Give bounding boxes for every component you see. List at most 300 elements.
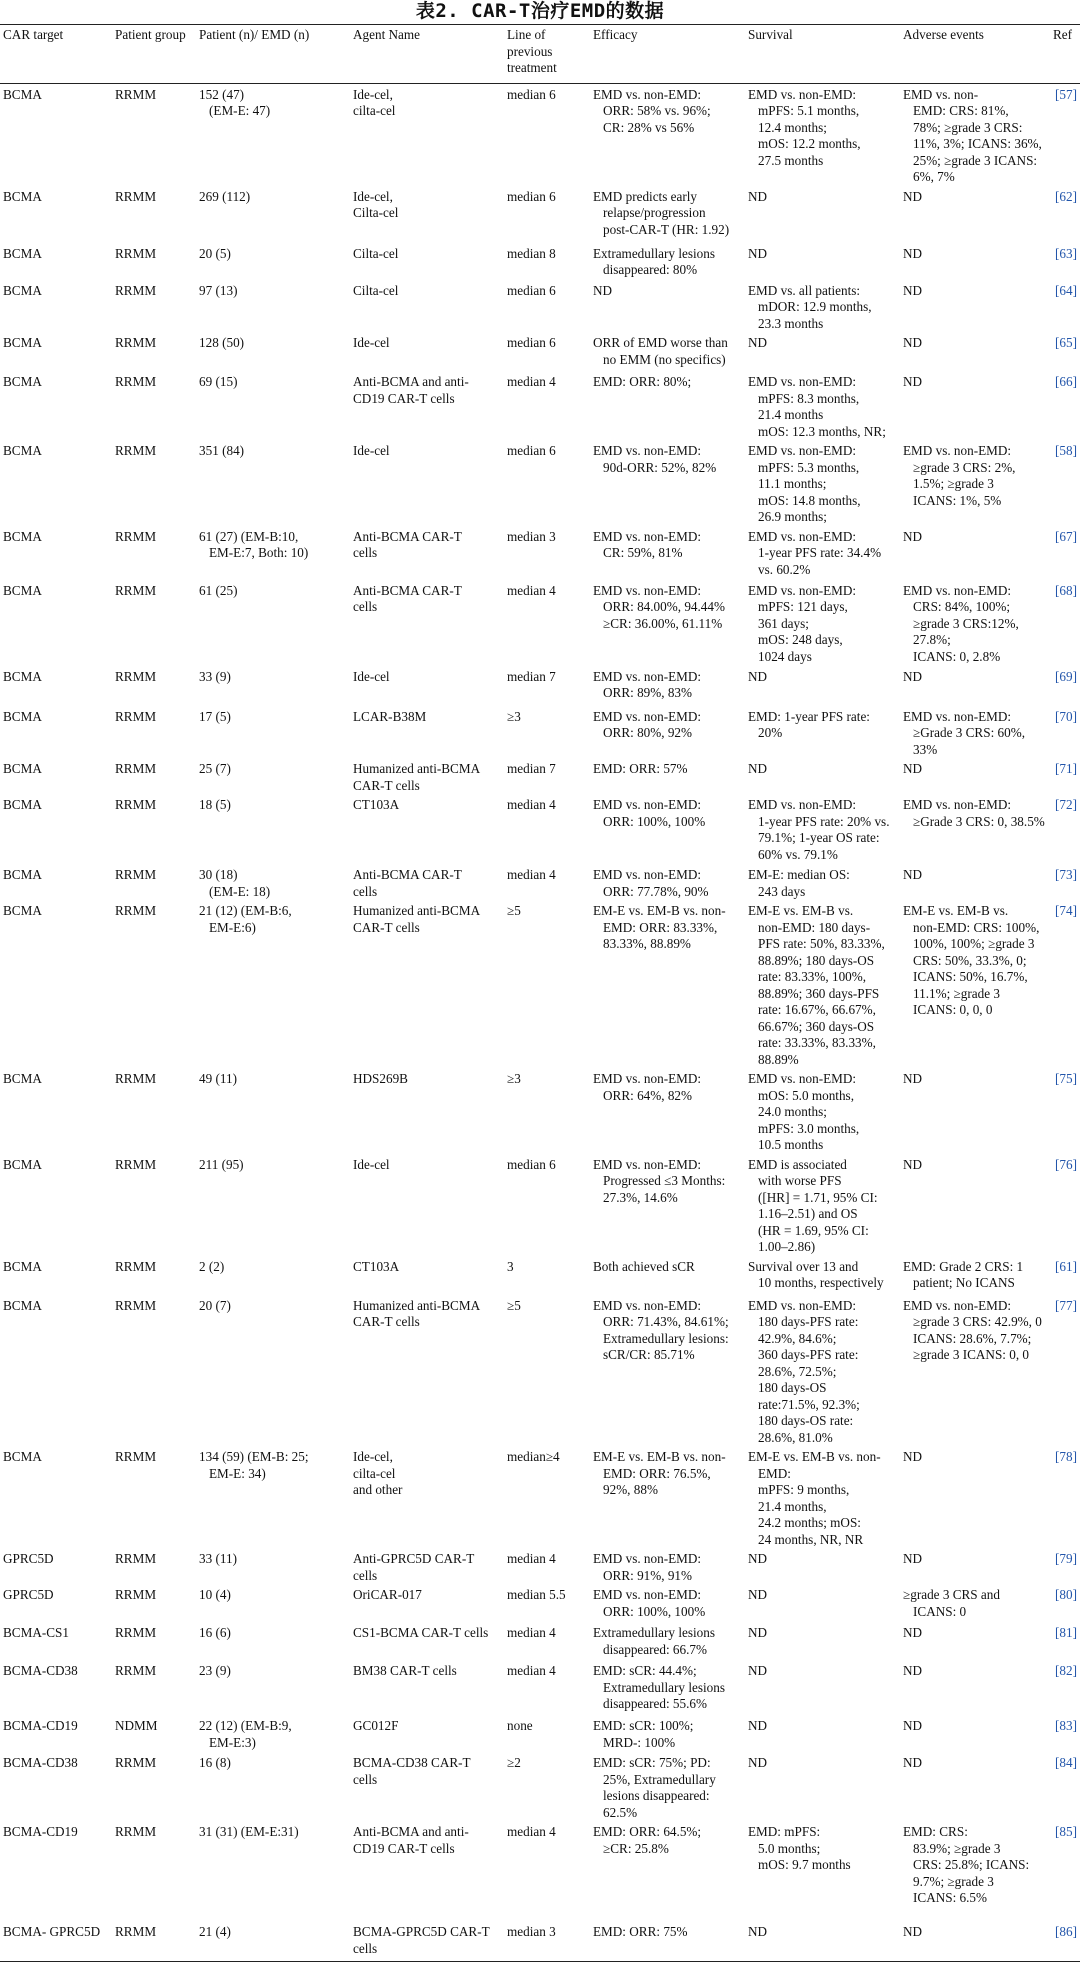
table-row [0,83,1080,186]
table-row [0,1295,1080,1447]
cell-text: Progressed ≤3 Months: [603,1173,726,1188]
cell-group [112,243,196,280]
cell-text: PFS rate: 50%, 83.33%, [758,936,885,951]
cell-patients [196,580,350,666]
cell-text: non-EMD: CRS: 100%, [913,919,1040,935]
cell-group [112,1821,196,1921]
cell-text: CD19 CAR-T cells [353,1840,455,1856]
cell-efficacy [590,186,745,243]
cell-agent [350,1622,504,1660]
cell-text: mPFS: 9 months, [758,1482,850,1497]
cell-text: ND [903,374,923,389]
cell-text: 78%; ≥grade 3 CRS: [913,119,1023,135]
column-header-target [0,25,112,84]
cell-target [0,332,112,371]
table-row [0,186,1080,243]
cell-text: (HR = 1.69, 95% CI: [758,1222,869,1238]
cell-text: mDOR: 12.9 months, [758,299,872,314]
cell-text: 25 (7) [199,761,231,776]
cell-text: rate:71.5%, 92.3%; [758,1396,860,1412]
cell-group [112,83,196,186]
column-header-text: previous [507,43,553,59]
cell-line [504,1660,590,1715]
table-row [0,580,1080,666]
cell-adverse [900,758,1050,794]
cell-text: 21 (4) [199,1924,231,1939]
cell-patients [196,186,350,243]
cell-text: RRMM [115,1297,157,1313]
cell-text: ND [748,761,768,776]
cell-text: GPRC5D [3,1551,54,1566]
cell-target [0,1752,112,1821]
cell-text: 269 (112) [199,188,251,204]
cell-text: ND [748,1551,768,1566]
cell-agent [350,1752,504,1821]
cell-text: 49 (11) [199,1071,237,1086]
cell-text: ≥Grade 3 CRS: 60%, [913,725,1025,740]
cell-text: 10 months, respectively [758,1275,884,1290]
cell-text: disappeared: 55.6% [603,1696,707,1711]
cell-text: 24.0 months; [758,1104,827,1119]
cell-text: Ide-cel, [353,86,393,102]
cell-survival [745,1584,900,1622]
cell-efficacy [590,666,745,706]
cell-line [504,1622,590,1660]
cell-text: [75] [1055,1071,1077,1086]
cell-text: ≥Grade 3 CRS: 0, 38.5% [913,813,1045,829]
cell-text: RRMM [115,1156,157,1172]
cell-patients [196,440,350,526]
cell-group [112,1921,196,1962]
table-row [0,794,1080,864]
cell-text: RRMM [115,1071,157,1086]
cell-text: ORR: 58% vs. 96%; [603,103,711,118]
cell-text: median 4 [507,1663,556,1678]
cell-text: Extramedullary lesions [593,1625,715,1640]
cell-agent [350,758,504,794]
column-header-text: Patient group [115,27,186,42]
cell-text: 90d-ORR: 52%, 82% [603,459,717,475]
cell-agent [350,526,504,580]
cell-text: 42.9%, 84.6%; [758,1330,837,1346]
cell-text: 27.3%, 14.6% [603,1189,678,1205]
cell-agent [350,332,504,371]
cell-survival [745,1446,900,1548]
cell-group [112,1715,196,1752]
cell-text: 21.4 months [758,407,824,422]
cell-group [112,666,196,706]
cell-text: RRMM [115,245,157,261]
cell-text: EMD vs. non-EMD: [903,582,1012,598]
cell-text: median 3 [507,528,556,544]
cell-text: EM-E vs. EM-B vs. non- [748,1449,881,1464]
cell-text: ND [903,282,923,298]
cell-text: ICANS: 0, 0, 0 [913,1002,993,1017]
cell-text: Humanized anti-BCMA [353,903,481,918]
cell-adverse [900,1821,1050,1921]
cell-agent [350,1446,504,1548]
cell-text: patient; No ICANS [913,1275,1015,1290]
cell-text: 9.7%; ≥grade 3 [913,1873,994,1889]
cell-text: Survival over 13 and [748,1258,859,1274]
cell-agent [350,1295,504,1447]
cell-line [504,440,590,526]
cell-adverse [900,580,1050,666]
cell-survival [745,1256,900,1295]
cell-target [0,580,112,666]
cell-text: 1-year PFS rate: 34.4% [758,545,882,560]
cell-text: CT103A [353,797,400,812]
cell-text: CAR-T cells [353,777,420,793]
cell-text: Ide-cel [353,668,390,684]
cell-text: EMD vs. non-EMD: [593,1297,702,1313]
cell-agent [350,280,504,333]
cell-text: BCMA [3,245,42,261]
cell-text: RRMM [115,1663,157,1678]
cell-efficacy [590,1622,745,1660]
column-header-patients [196,25,350,84]
cell-text: BCMA-CD38 CAR-T [353,1755,471,1770]
column-header-text: Ref [1053,27,1073,42]
cell-agent [350,1660,504,1715]
cell-text: [77] [1055,1297,1077,1313]
cell-target [0,666,112,706]
cell-text: RRMM [115,374,157,389]
cell-text: 3 [507,1258,514,1274]
table-row [0,526,1080,580]
cell-adverse [900,280,1050,333]
cell-text: Extramedullary lesions [603,1679,725,1695]
cell-text: ICANS: 1%, 5% [913,492,1002,508]
cell-line [504,900,590,1068]
cell-text: ICANS: 0, 2.8% [913,648,1001,664]
cell-group [112,186,196,243]
cell-text: BCMA [3,1156,42,1172]
cell-survival [745,243,900,280]
cell-line [504,332,590,371]
cell-text: 243 days [758,883,806,899]
cell-text: 351 (84) [199,443,245,458]
cell-text: ND [903,1663,923,1678]
cell-agent [350,83,504,186]
cell-target [0,1446,112,1548]
cell-text: disappeared: 80% [603,262,698,277]
cell-text: BCMA [3,1258,42,1274]
cell-text: ND [748,1755,768,1770]
cell-text: EMD: ORR: 80%; [593,374,692,389]
cell-text: EMD vs. non-EMD: [593,668,702,684]
cell-text: [80] [1055,1587,1077,1602]
cell-target [0,371,112,440]
cell-text: median 6 [507,282,556,298]
cell-survival [745,864,900,900]
cell-text: 16 (8) [199,1755,231,1770]
cell-text: EMD vs. non-EMD: [593,1551,702,1566]
cell-text: Humanized anti-BCMA [353,761,481,776]
cell-text: disappeared: 66.7% [603,1641,707,1657]
cell-text: median≥4 [507,1449,560,1464]
cell-target [0,1660,112,1715]
cell-text: ORR: 89%, 83% [603,685,693,700]
cell-text: ND [748,188,768,204]
cell-text: 88.89% [758,1051,799,1067]
cell-text: rate: 33.33%, 83.33%, [758,1035,876,1050]
cell-text: EMD vs. non-EMD: [903,797,1012,812]
cell-text: EMD: [758,1465,791,1481]
cell-text: Extramedullary lesions: [603,1330,729,1346]
cell-text: Ide-cel, [353,188,393,204]
cell-group [112,1256,196,1295]
cell-text: cells [353,1771,378,1787]
cell-ref [1050,186,1080,243]
cell-text: median 7 [507,668,556,684]
cell-line [504,1295,590,1447]
cell-text: ≥CR: 36.00%, 61.11% [603,615,723,631]
cell-target [0,1715,112,1752]
cell-efficacy [590,1660,745,1715]
cell-line [504,864,590,900]
cell-group [112,1548,196,1584]
cell-patients [196,1752,350,1821]
cell-text: cells [353,883,378,899]
cell-text: 33 (11) [199,1551,237,1566]
cell-line [504,1548,590,1584]
cell-survival [745,1154,900,1256]
cell-text: [81] [1055,1625,1077,1640]
table-row [0,1068,1080,1154]
column-header-text: Efficacy [593,27,638,42]
cell-text: [72] [1055,797,1077,812]
cell-text: mOS: 12.3 months, NR; [758,423,886,439]
cell-text: BCMA [3,335,42,350]
cell-text: mOS: 14.8 months, [758,492,861,508]
cell-survival [745,794,900,864]
cell-agent [350,1548,504,1584]
cell-patients [196,1821,350,1921]
cell-text: EMD vs. non-EMD: [593,797,702,812]
cell-text: RRMM [115,761,157,776]
cell-adverse [900,243,1050,280]
column-header-text: treatment [507,60,557,75]
cell-text: CAR-T cells [353,1314,420,1329]
cell-text: 20 (7) [199,1297,231,1313]
cell-target [0,280,112,333]
cell-text: EMD: CRS: 81%, [913,103,1009,118]
cell-text: [65] [1055,335,1077,350]
table-row [0,1715,1080,1752]
cell-text: ND [748,668,768,684]
cell-survival [745,1548,900,1584]
cell-text: RRMM [115,443,157,458]
cell-line [504,280,590,333]
cell-efficacy [590,1154,745,1256]
cell-text: ND [748,1663,768,1678]
cell-survival [745,580,900,666]
cell-text: EM-E: 34) [209,1465,266,1481]
cell-efficacy [590,1821,745,1921]
cell-text: RRMM [115,1587,157,1602]
cell-text: RRMM [115,188,157,204]
cell-patients [196,794,350,864]
cell-text: ≥CR: 25.8% [603,1840,669,1856]
column-header-text: CAR target [3,27,64,42]
cell-text: rate: 16.67%, 66.67%, [758,1002,876,1017]
cell-text: ORR: 80%, 92% [603,725,693,740]
cell-adverse [900,1548,1050,1584]
cell-text: [85] [1055,1824,1077,1839]
cell-adverse [900,83,1050,186]
cell-text: ≥2 [507,1755,521,1770]
cell-text: median 4 [507,1551,556,1566]
cell-text: rate: 83.33%, 100%, [758,969,867,984]
cell-text: ≥5 [507,1297,521,1313]
cell-adverse [900,526,1050,580]
cell-line [504,1446,590,1548]
cell-text: BCMA [3,903,42,918]
cell-text: Ide-cel, [353,1449,393,1464]
column-header-text: Adverse events [903,27,984,42]
cell-text: 360 days-PFS rate: [758,1347,859,1362]
table-row [0,1622,1080,1660]
cell-group [112,332,196,371]
cell-efficacy [590,280,745,333]
cell-text: 31 (31) (EM-E:31) [199,1824,299,1839]
cell-adverse [900,1715,1050,1752]
cell-text: BCMA-CD19 [3,1824,78,1839]
cell-text: EMD: ORR: 76.5%, [603,1465,711,1481]
cell-text: GPRC5D [3,1587,54,1602]
cell-patients [196,758,350,794]
cell-text: mOS: 248 days, [758,632,843,647]
cell-ref [1050,1715,1080,1752]
cell-text: EMD: Grade 2 CRS: 1 [903,1258,1024,1274]
cell-text: ND [903,668,923,684]
cell-text: CRS: 84%, 100%; [913,599,1011,614]
cell-ref [1050,526,1080,580]
cell-ref [1050,864,1080,900]
cell-text: BCMA [3,282,42,298]
cell-text: 180 days-OS [758,1380,827,1395]
cell-text: CRS: 50%, 33.3%, 0; [913,952,1027,968]
cell-agent [350,371,504,440]
column-header-agent [350,25,504,84]
cell-text: EM-E: median OS: [748,867,850,882]
cell-text: Both achieved sCR [593,1258,695,1274]
cell-group [112,794,196,864]
cell-text: EMD vs. non-EMD: [748,443,857,458]
column-header-text: Patient (n)/ EMD (n) [199,27,310,42]
cell-text: BCMA-CD38 [3,1663,78,1678]
cell-ref [1050,1154,1080,1256]
table-row [0,706,1080,759]
cell-adverse [900,1921,1050,1962]
cell-text: CR: 28% vs 56% [603,119,695,135]
table-row [0,280,1080,333]
cell-text: Anti-BCMA and anti- [353,374,469,389]
cell-text: Anti-GPRC5D CAR-T [353,1551,475,1566]
cell-text: 23 (9) [199,1663,231,1678]
column-header-text: Survival [748,27,793,42]
cell-text: median 4 [507,1625,556,1640]
cell-efficacy [590,1295,745,1447]
cell-text: BCMA- GPRC5D [3,1924,101,1939]
cell-text: median 4 [507,1824,556,1839]
cell-text: cells [353,1567,378,1583]
cell-text: BCMA [3,668,42,684]
cell-efficacy [590,1446,745,1548]
cell-target [0,186,112,243]
cell-ref [1050,758,1080,794]
cell-line [504,1068,590,1154]
cell-survival [745,1622,900,1660]
cell-text: Anti-BCMA CAR-T [353,867,462,882]
cell-group [112,526,196,580]
cell-text: ND [903,1755,923,1770]
cell-text: BCMA-CD38 [3,1755,78,1770]
cell-text: 33% [913,741,938,757]
table-row [0,666,1080,706]
cell-text: 88.89%; 360 days-PFS [758,985,880,1001]
cell-target [0,1622,112,1660]
cell-text: ND [748,1625,768,1640]
cell-line [504,706,590,759]
cell-text: 79.1%; 1-year OS rate: [758,830,880,845]
cell-text: RRMM [115,86,157,102]
cell-group [112,1154,196,1256]
cell-text: BCMA [3,708,42,724]
cell-text: cilta-cel [353,1465,396,1481]
cell-text: EMD: ORR: 75% [593,1924,688,1939]
cell-adverse [900,1446,1050,1548]
cell-text: median 8 [507,245,556,261]
cell-ref [1050,1548,1080,1584]
cell-patients [196,900,350,1068]
cell-text: 25%, Extramedullary [603,1771,716,1787]
cell-text: [78] [1055,1449,1077,1464]
cell-ref [1050,706,1080,759]
cell-text: 83.9%; ≥grade 3 [913,1840,1001,1856]
cell-survival [745,706,900,759]
cell-survival [745,666,900,706]
cell-patients [196,1584,350,1622]
cell-efficacy [590,371,745,440]
cell-survival [745,900,900,1068]
cell-text: EMD vs. non-EMD: [593,867,702,882]
cell-text: [73] [1055,867,1077,882]
cell-text: 20 (5) [199,245,231,261]
cell-adverse [900,186,1050,243]
cell-line [504,1256,590,1295]
cell-survival [745,758,900,794]
cell-text: EMD vs. non-EMD: [748,797,857,812]
cell-text: EMD: sCR: 100%; [593,1718,694,1733]
cell-text: EMD: ORR: 64.5%; [593,1824,702,1839]
cell-text: EM-E:6) [209,919,256,935]
cell-group [112,440,196,526]
cell-survival [745,440,900,526]
cell-target [0,1068,112,1154]
cell-text: mOS: 5.0 months, [758,1087,854,1103]
cell-survival [745,1921,900,1962]
cell-adverse [900,1584,1050,1622]
table-row [0,371,1080,440]
cell-adverse [900,1154,1050,1256]
cell-ref [1050,1584,1080,1622]
cell-adverse [900,1068,1050,1154]
cell-text: 11.1%; ≥grade 3 [913,985,1000,1001]
cell-text: [83] [1055,1718,1077,1733]
cell-text: EMD vs. all patients: [748,282,861,298]
